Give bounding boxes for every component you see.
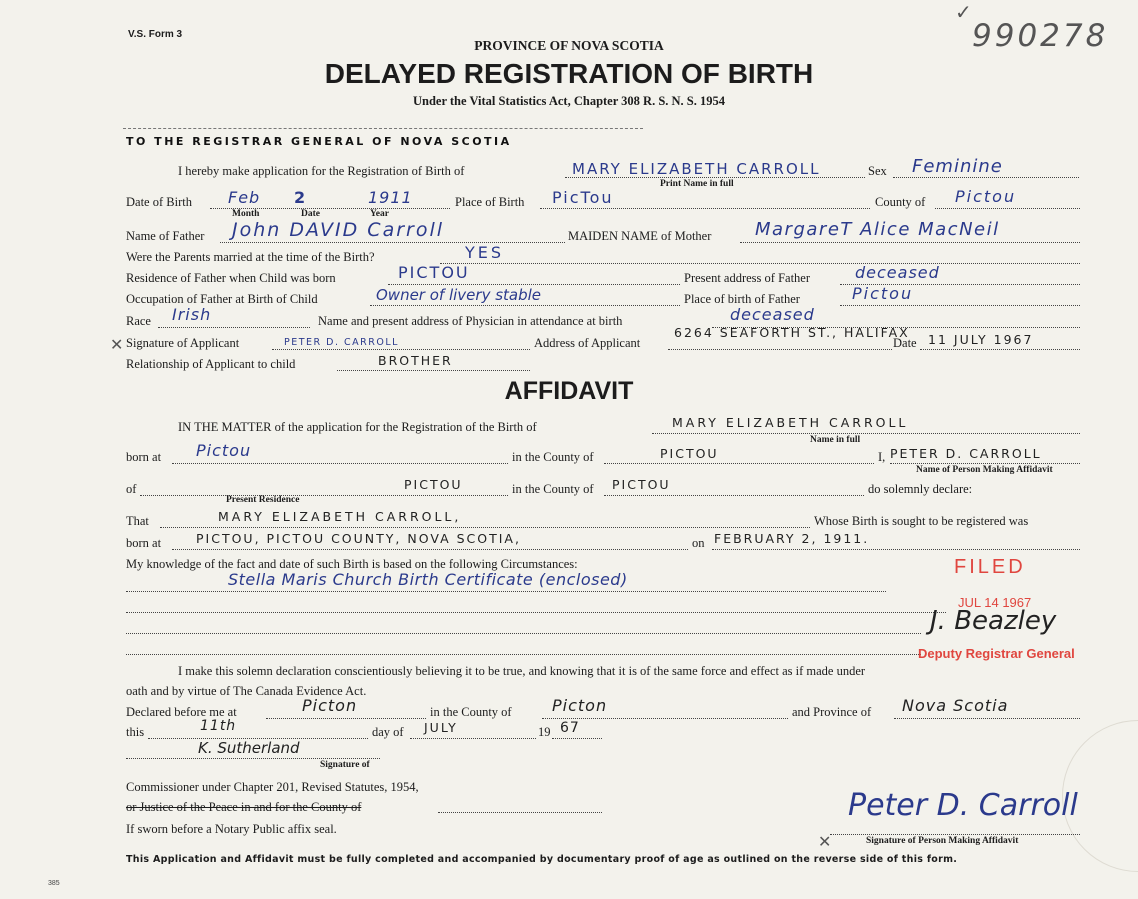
declared-at-line: [266, 718, 426, 719]
father-label: Name of Father: [126, 229, 205, 243]
x-mark-icon: ✕: [818, 832, 832, 851]
born-date-value: FEBRUARY 2, 1911.: [714, 531, 870, 546]
residence-affidavit-value: PICTOU: [404, 477, 463, 492]
county-label: County of: [875, 195, 926, 209]
whose-birth-label: Whose Birth is sought to be registered was: [814, 514, 1029, 528]
month-line: [410, 738, 536, 739]
that-line: [160, 527, 810, 528]
applicant-address-label: Address of Applicant: [534, 336, 641, 350]
solemn-line-2: oath and by virtue of The Canada Evidence Act.: [126, 684, 367, 698]
circumstances-line-1: [126, 591, 886, 592]
present-address-label: Present address of Father: [684, 271, 811, 285]
deputy-registrar-stamp: Deputy Registrar General: [918, 646, 1075, 661]
knowledge-label: My knowledge of the fact and date of such Birth is based on the following Circumstances:: [126, 557, 578, 571]
year-prefix: 19: [538, 725, 551, 739]
day-value: 11th: [200, 718, 237, 734]
circumstances-line-3: [126, 633, 921, 634]
applicant-signature-label: Signature of Applicant: [126, 336, 240, 350]
x-mark-icon: ✕: [110, 335, 124, 354]
matter-line: [652, 433, 1080, 434]
name-full-caption: Name in full: [810, 435, 861, 445]
dob-year-value: 1911: [368, 188, 413, 207]
print-name-caption: Print Name in full: [660, 179, 734, 189]
deponent-signature-line: [830, 834, 1080, 835]
applicant-address-line: [668, 349, 892, 350]
child-name-value: MARY ELIZABETH CARROLL: [572, 160, 821, 178]
filed-date-stamp: JUL 14 1967: [958, 595, 1032, 610]
deponent-signature: Peter D. Carroll: [848, 788, 1078, 823]
notary-line: If sworn before a Notary Public affix seal.: [126, 822, 337, 836]
this-label: this: [126, 725, 145, 739]
applicant-date-line: [920, 349, 1080, 350]
residence-label: Residence of Father when Child was born: [126, 271, 336, 285]
dob-label: Date of Birth: [126, 195, 192, 209]
occupation-label: Occupation of Father at Birth of Child: [126, 292, 318, 306]
province-line: [894, 718, 1080, 719]
race-label: Race: [126, 314, 151, 328]
that-label: That: [126, 514, 149, 528]
page-code: 385: [48, 880, 60, 887]
year-line: [552, 738, 602, 739]
in-county-label: in the County of: [512, 450, 594, 464]
married-line: [440, 263, 1080, 264]
circumstances-value: Stella Maris Church Birth Certificate (enclosed): [228, 570, 628, 589]
solemn-line-1: I make this solemn declaration conscientiously believing it to be true, and knowing that it is of the same force and effect as if made under: [178, 664, 866, 678]
physician-value: deceased: [730, 305, 815, 324]
header-rule: [123, 128, 643, 129]
applicant-address-value: 6264 SEAFORTH ST., HALIFAX: [674, 325, 910, 340]
i-label: I,: [878, 450, 886, 464]
apply-label: I hereby make application for the Registration of Birth of: [178, 164, 465, 178]
addressee: TO THE REGISTRAR GENERAL OF NOVA SCOTIA: [126, 135, 512, 148]
sex-line: [893, 177, 1079, 178]
mother-label: MAIDEN NAME of Mother: [568, 229, 712, 243]
province-heading: PROVINCE OF NOVA SCOTIA: [474, 38, 664, 53]
commissioner-line: Commissioner under Chapter 201, Revised Statutes, 1954,: [126, 780, 419, 794]
present-address-value: deceased: [855, 263, 940, 282]
born-at-value: Pictou: [196, 441, 252, 460]
born-place-value: PICTOU, PICTOU COUNTY, NOVA SCOTIA,: [196, 531, 521, 546]
month-value: JULY: [424, 720, 458, 735]
check-mark-icon: ✓: [955, 0, 972, 24]
married-value: YES: [465, 243, 505, 262]
father-line: [220, 242, 565, 243]
circumstances-line-2: [126, 612, 946, 613]
signature-caption: Signature of: [320, 760, 370, 770]
dob-date-value: 2: [294, 188, 307, 207]
residence-county-line: [604, 495, 864, 496]
relationship-label: Relationship of Applicant to child: [126, 357, 296, 371]
dob-month-value: Feb: [228, 188, 261, 207]
filed-stamp: FILED: [954, 556, 1026, 578]
year-suffix-value: 67: [560, 720, 580, 736]
physician-label: Name and present address of Physician in attendance at birth: [318, 314, 623, 328]
province-label: and Province of: [792, 705, 872, 719]
matter-label: IN THE MATTER of the application for the Registration of the Birth of: [178, 420, 537, 434]
deponent-value: PETER D. CARROLL: [890, 446, 1042, 461]
county-value: Pictou: [955, 187, 1017, 206]
commissioner-signature-line: [126, 758, 380, 759]
declared-county-value: Picton: [552, 696, 608, 715]
born-at-label: born at: [126, 450, 162, 464]
in-county-label-3: in the County of: [430, 705, 512, 719]
father-value: John DAVID Carroll: [232, 219, 445, 241]
born-date-line: [712, 549, 1080, 550]
place-label: Place of Birth: [455, 195, 525, 209]
married-label: Were the Parents married at the time of the Birth?: [126, 250, 375, 264]
declared-label: Declared before me at: [126, 705, 237, 719]
on-label: on: [692, 536, 705, 550]
affidavit-title: AFFIDAVIT: [504, 377, 634, 405]
applicant-date-value: 11 JULY 1967: [928, 332, 1034, 347]
place-value: PicTou: [552, 188, 614, 207]
residence-county-value: PICTOU: [612, 477, 671, 492]
relationship-value: BROTHER: [378, 353, 453, 368]
sex-value: Feminine: [912, 156, 1003, 177]
place-line: [540, 208, 870, 209]
applicant-date-label: Date: [893, 336, 917, 350]
footer-notice: This Application and Affidavit must be fully completed and accompanied by documentary proof of age as outlined on the reverse side of this form.: [126, 854, 958, 865]
commissioner-signature: K. Sutherland: [198, 739, 300, 757]
registrar-signature: J. Beazley: [930, 606, 1057, 636]
residence-affidavit-line: [140, 495, 508, 496]
occupation-value: Owner of livery stable: [376, 286, 542, 304]
justice-county-line: [438, 812, 602, 813]
declared-at-value: Picton: [302, 696, 358, 715]
circumstances-line-4: [126, 654, 921, 655]
sex-label: Sex: [868, 164, 887, 178]
that-value: MARY ELIZABETH CARROLL,: [218, 509, 462, 524]
deponent-signature-caption: Signature of Person Making Affidavit: [866, 836, 1019, 846]
residence-value: PICTOU: [398, 263, 470, 282]
born-at-label-2: born at: [126, 536, 162, 550]
applicant-signature-value: PETER D. CARROLL: [284, 337, 399, 348]
province-value: Nova Scotia: [902, 696, 1009, 715]
of-label: of: [126, 482, 137, 496]
in-county-label-2: in the County of: [512, 482, 594, 496]
father-birthplace-value: Pictou: [852, 284, 914, 303]
residence-line: [388, 284, 680, 285]
declare-label: do solemnly declare:: [868, 482, 973, 496]
form-id: V.S. Form 3: [128, 29, 183, 40]
deponent-caption: Name of Person Making Affidavit: [916, 465, 1053, 475]
month-caption: Month: [232, 209, 260, 219]
race-line: [158, 327, 310, 328]
father-birthplace-line: [840, 305, 1080, 306]
county-line: [935, 208, 1080, 209]
occupation-line: [370, 305, 680, 306]
deponent-line: [890, 463, 1080, 464]
justice-line: or Justice of the Peace in and for the County of: [126, 800, 362, 814]
file-number: 990278: [972, 18, 1109, 54]
mother-line: [740, 242, 1080, 243]
born-county-value: PICTOU: [660, 446, 719, 461]
day-of-label: day of: [372, 725, 404, 739]
date-caption: Date: [301, 209, 320, 219]
present-residence-caption: Present Residence: [226, 495, 300, 505]
matter-value: MARY ELIZABETH CARROLL: [672, 415, 909, 430]
mother-value: MargareT Alice MacNeil: [755, 219, 1000, 240]
born-at-line: [172, 463, 508, 464]
race-value: Irish: [172, 305, 212, 324]
born-place-line: [172, 549, 688, 550]
document-title: DELAYED REGISTRATION OF BIRTH: [324, 58, 814, 89]
year-caption: Year: [370, 209, 389, 219]
document-subtitle: Under the Vital Statistics Act, Chapter 308 R. S. N. S. 1954: [412, 94, 726, 108]
relationship-line: [337, 370, 530, 371]
born-county-line: [604, 463, 874, 464]
father-birthplace-label: Place of birth of Father: [684, 292, 800, 306]
